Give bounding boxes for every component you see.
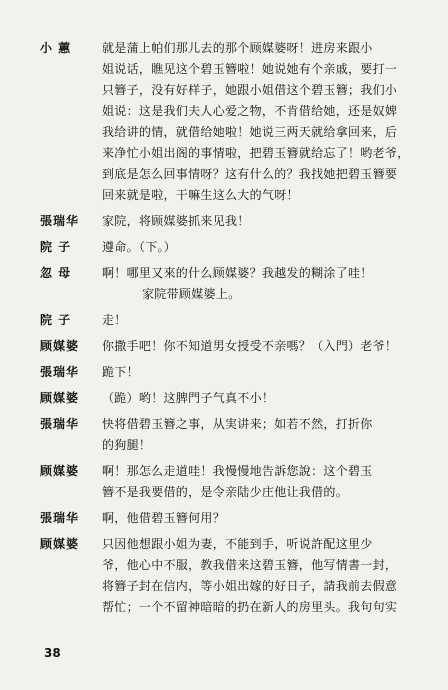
speech-line: 快将借碧玉簪之事，从実讲来；如若不然，打折你 xyxy=(102,417,373,431)
speech-lines xyxy=(102,38,426,206)
dialogue-entry xyxy=(40,461,426,503)
speaker-name: 院 子 xyxy=(40,313,72,327)
dialogue-entry xyxy=(40,310,426,331)
speaker-name: 小 蕙 xyxy=(40,41,72,55)
speech-line: 就是蒲上帕们那儿去的那个顾媒婆呀！进房来跟小 xyxy=(102,41,373,55)
speech-lines xyxy=(102,388,426,409)
dialogue-entry xyxy=(40,388,426,409)
speech-lines xyxy=(102,336,426,357)
speaker-name: 張瑞华 xyxy=(40,214,80,228)
speech-lines xyxy=(102,263,426,305)
dialogue-entry xyxy=(40,263,426,305)
speech-line: 姐说：这是我们夫人心爱之物，不肯借给她，还是奴婢 xyxy=(102,104,398,118)
dialogue-entry xyxy=(40,508,426,529)
speech-lines xyxy=(102,237,426,258)
speech-line: 我给讲的情，就借给她啦！她说三两天就给拿回来，后 xyxy=(102,125,398,139)
speech-lines xyxy=(102,508,426,529)
speaker-name: 張瑞华 xyxy=(40,511,80,525)
speech-lines xyxy=(102,534,426,618)
speech-line: 帮忙；一个不留神暗暗的扔在新人的房里头。我句句实 xyxy=(102,600,398,614)
speaker-name: 忽 母 xyxy=(40,266,72,280)
stage-direction: 家院带顾媒婆上。 xyxy=(142,287,241,301)
speaker-name: 張瑞华 xyxy=(40,365,80,379)
speech-line: 家院，将顾媒婆抓来见我！ xyxy=(102,214,250,228)
speaker-name: 顾媒婆 xyxy=(40,537,80,551)
speaker-name: 院 子 xyxy=(40,240,72,254)
dialogue-body xyxy=(40,38,426,618)
speech-line: 跪下！ xyxy=(102,365,139,379)
dialogue-entry xyxy=(40,336,426,357)
speech-lines xyxy=(102,414,426,456)
speech-lines xyxy=(102,310,426,331)
dialogue-entry xyxy=(40,414,426,456)
speech-line: 啊！那怎么走道哇！我慢慢地告訴您說：这个碧玉 xyxy=(102,464,373,478)
speech-line: 只因他想跟小姐为妻，不能到手，听说許配这里少 xyxy=(102,537,373,551)
page-number: 38 xyxy=(44,646,61,660)
speech-line: 爷，他心中不服，教我借来这碧玉簪，他写情書一封， xyxy=(102,558,398,572)
speech-line: 走！ xyxy=(102,313,127,327)
speech-lines xyxy=(102,211,426,232)
speaker-name: 顾媒婆 xyxy=(40,391,80,405)
speech-line: 遵命。（下。） xyxy=(102,240,177,254)
speech-line: 啊，他借碧玉簪何用？ xyxy=(102,511,226,525)
speech-line: 的狗腿！ xyxy=(102,438,152,452)
speech-line: （跪）哟！这脾門子气真不小！ xyxy=(102,391,275,405)
speaker-name: 張瑞华 xyxy=(40,417,80,431)
dialogue-entry xyxy=(40,38,426,206)
speech-line: 将簪子封在信内，等小姐出嫁的好日子，請我前去假意 xyxy=(102,579,398,593)
speech-line: 来净忙小姐出阁的事情啦，把碧玉簪就给忘了！哟老爷， xyxy=(102,146,410,160)
speech-line: 只簪子，没有好样子，她跟小姐借这个碧玉簪；我们小 xyxy=(102,83,398,97)
dialogue-entry xyxy=(40,211,426,232)
speech-line: 你撒手吧！你不知道男女授受不亲嗎？（入門）老爷！ xyxy=(102,339,398,353)
speaker-name: 顾媒婆 xyxy=(40,339,80,353)
speech-lines xyxy=(102,461,426,503)
speech-line: 姐说话，瞧见这个碧玉簪啦！她说她有个亲戚，要打一 xyxy=(102,62,398,76)
speech-line: 簪不是我要借的，是令亲陆少庄他让我借的。 xyxy=(102,485,349,499)
speaker-name: 顾媒婆 xyxy=(40,464,80,478)
speech-lines xyxy=(102,362,426,383)
dialogue-entry xyxy=(40,362,426,383)
speech-line: 到底是怎么回事情呀？这有什么的？我找她把碧玉簪要 xyxy=(102,167,398,181)
dialogue-entry xyxy=(40,237,426,258)
speech-line: 啊！哪里又來的什么顾媒婆？我越发的糊涂了哇！ xyxy=(102,266,373,280)
speech-line: 回来就是啦，干嘛生这么大的气呀！ xyxy=(102,188,299,202)
dialogue-entry xyxy=(40,534,426,618)
